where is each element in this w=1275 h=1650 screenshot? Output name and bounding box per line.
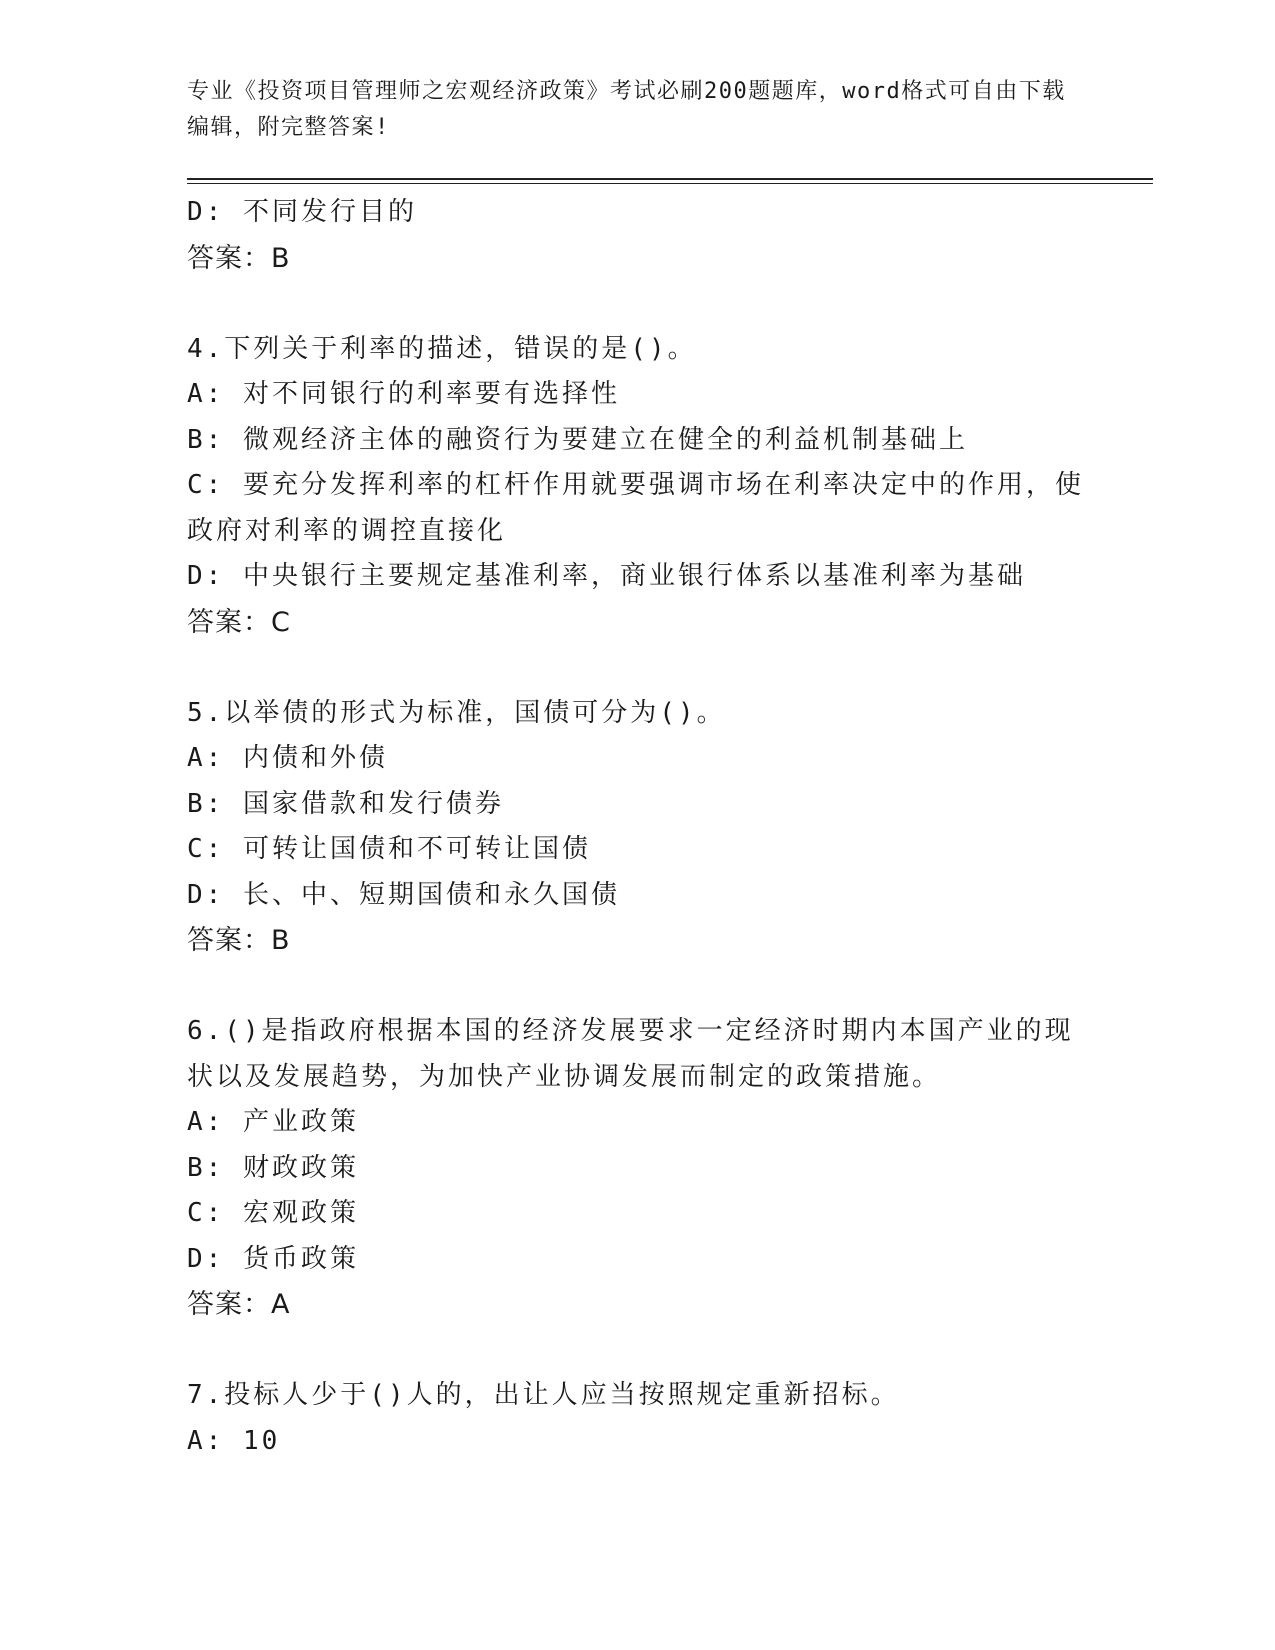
document-body: [187, 190, 1087, 1464]
option-b: B: 微观经济主体的融资行为要建立在健全的利益机制基础上: [187, 424, 968, 455]
prev-answer: 答案：B: [187, 242, 291, 274]
option-c: C: 宏观政策: [187, 1198, 359, 1228]
prev-option-d: D: 不同发行目的: [187, 197, 417, 227]
option-b: B: 国家借款和发行债券: [187, 788, 504, 819]
question-stem: 5.以举债的形式为标准，国债可分为()。: [187, 697, 726, 728]
header-divider: [187, 178, 1153, 184]
option-a: A: 对不同银行的利率要有选择性: [187, 379, 620, 409]
answer: 答案：A: [187, 1289, 291, 1320]
option-a: A: 产业政策: [187, 1107, 359, 1137]
option-c: C: 可转让国债和不可转让国债: [187, 834, 591, 864]
option-a: A: 内债和外债: [187, 743, 388, 773]
question-4: [187, 327, 1087, 646]
question-5: [187, 691, 1087, 964]
question-stem: 7.投标人少于()人的，出让人应当按照规定重新招标。: [187, 1380, 900, 1410]
option-a: A: 10: [187, 1425, 281, 1456]
question-stem: 4.下列关于利率的描述，错误的是()。: [187, 333, 697, 364]
option-d: D: 中央银行主要规定基准利率，商业银行体系以基准利率为基础: [187, 561, 1026, 591]
document-header: 专业《投资项目管理师之宏观经济政策》考试必刷200题题库，word格式可自由下载编辑，附完整答案!: [187, 79, 1066, 140]
question-6: [187, 1009, 1087, 1328]
option-d: D: 长、中、短期国债和永久国债: [187, 879, 620, 910]
question-stem: 6.()是指政府根据本国的经济发展要求一定经济时期内本国产业的现状以及发展趋势，为加快产业协调发展而制定的政策措施。: [187, 1016, 1074, 1092]
answer: 答案：C: [187, 606, 291, 638]
option-c: C: 要充分发挥利率的杠杆作用就要强调市场在利率决定中的作用，使政府对利率的调控直接化: [187, 470, 1084, 546]
option-d: D: 货币政策: [187, 1243, 359, 1274]
question-7: [187, 1373, 1087, 1464]
answer: 答案：B: [187, 925, 291, 956]
option-b: B: 财政政策: [187, 1152, 359, 1183]
